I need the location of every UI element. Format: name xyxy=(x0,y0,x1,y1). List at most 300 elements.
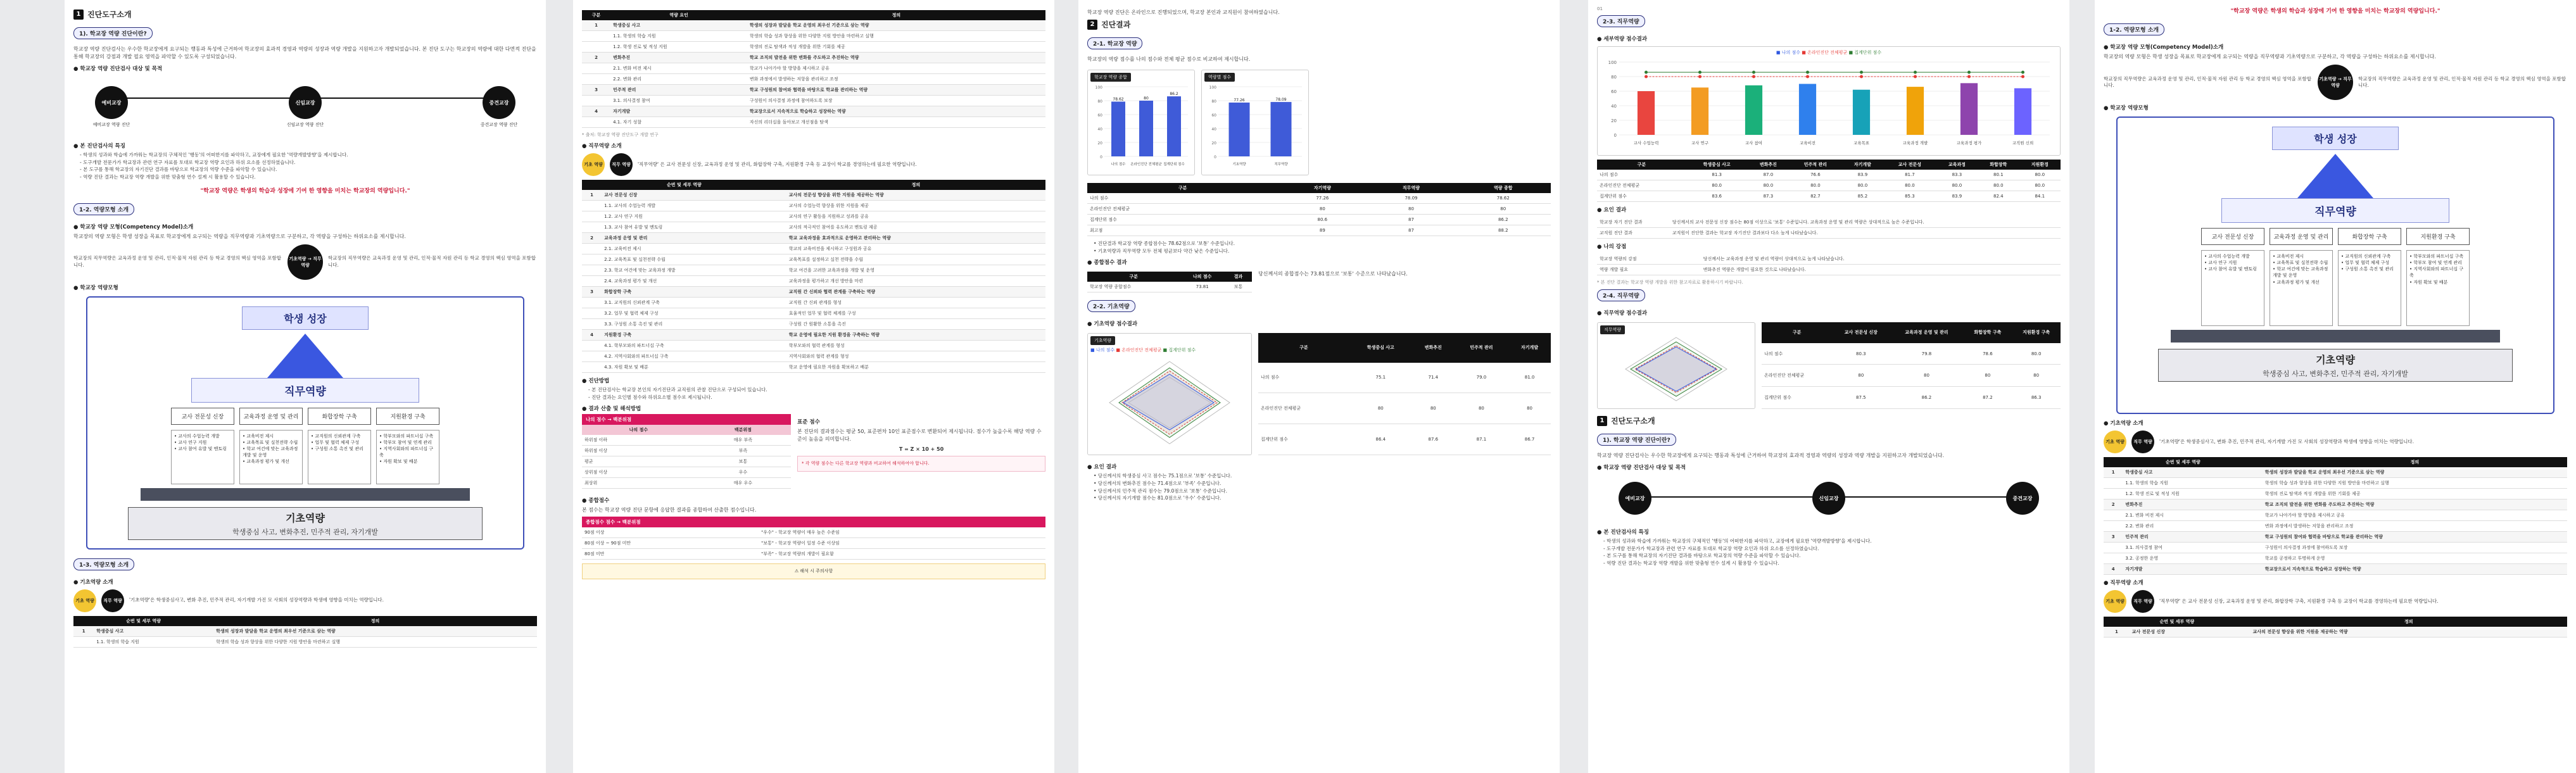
definition-table: 순번 및 세부 역량 정의 1 학생중심 사고 학생의 성장과 발달을 학교 운영의 최우선 기준으로 삼는 역량 1.1. 학생의 학습 지원 학생의 학습 성과 향상을 위한 다양한 지원 방안을 마련하고 실행 1.2. 학생 진로 및 적성 지원 학생의 진로 탐색과 적성 개발을 위한 기회를 제공 2 변화추진 학교 조직의 발전을 위한 변화를 주도하고 추진하는 역량 2.1. 변화 비전 제시 학교가 나아가야 할 방향을 제시하고 공유 2.2. 변화 관리 변화 과정에서 발생하는 저항을 관리하고 조정 3 민주적 관리 학교 구성원의 참여와 협력을 바탕으로 학교를 관리하는 역량 3.1. 의사결정 참여 구성원이 의사결정 과정에 참여하도록 보장 3.2. 공정한 운영 학교를 공정하고 투명하게 운영 4 자기개발 학교장으로서 지속적으로 학습하고 성장하는 역량 xyxy=(2104,457,2567,575)
feature-item: - 학생의 성과와 학습에 가까워는 학교장의 구체적인 '행동'의 어떠한지를 파악하고, 교장에게 필요한 '역량개발방향'을 제시합니다. xyxy=(1603,538,1872,544)
competency-boxes xyxy=(92,408,518,425)
y-tick-label: 60 xyxy=(1211,113,1216,118)
table-header: 구분 학생중심 사고 변화추진 민주적 관리 자기개발 교사 전문성 교육과정 화합장학 지원환경 xyxy=(1597,160,2061,170)
report-page-5 xyxy=(2095,0,2576,773)
feature-item: - 본 도구를 통해 학교장의 자기진단 결과를 바탕으로 학교장의 역량 수준을 파악할 수 있습니다. xyxy=(1603,553,1801,559)
y-tick-label: 100 xyxy=(1209,85,1216,90)
x-tick-label: 집계단위 점수 xyxy=(1163,163,1185,167)
table-row: 4 자기개발 학교장으로서 지속적으로 학습하고 성장하는 역량 xyxy=(582,106,1045,117)
x-tick-label: 기초역량 xyxy=(1232,163,1246,167)
model-center-badge: 기초역량 → 직무역량 xyxy=(287,244,323,280)
report-page-2 xyxy=(573,0,1054,773)
competency-list: • 교사의 수업능력 개발 • 교사 연구 지원 • 교사 참여 유발 및 멘토링 xyxy=(2201,250,2264,326)
avg-marker xyxy=(2021,75,2024,79)
multi-bar-chart xyxy=(1600,56,2056,151)
table-row: 2.1. 교육비전 제시 학교의 교육비전을 제시하고 구성원과 공유 xyxy=(582,244,1045,255)
y-tick-label: 20 xyxy=(1097,141,1102,146)
radar-chart xyxy=(1090,355,1249,450)
model-paragraph: 학교장의 역량 모형은 학생 성장을 목표로 학교장에게 요구되는 역량을 직무역량과 기초역량으로 구분하고, 각 역량을 구성하는 하위요소를 제시합니다. xyxy=(73,233,406,239)
radar-chart-box xyxy=(1087,333,1252,455)
table-row: 2.2. 변화 관리 변화 과정에서 발생하는 저항을 관리하고 조정 xyxy=(582,74,1045,85)
bar xyxy=(1229,103,1250,156)
table-row: 1.3. 교사 참여 유발 및 멘토링 교사의 적극적인 참여를 유도하고 멘토링 제공 xyxy=(582,222,1045,233)
bullet-heading: ● 요인 결과 xyxy=(1597,207,1627,213)
table-body xyxy=(1597,217,2061,239)
factor-table xyxy=(1597,217,2061,239)
basic-competency-sub: 학생중심 사고, 변화추진, 민주적 관리, 자기개발 xyxy=(232,527,378,536)
data-label: 78.62 xyxy=(1113,97,1124,102)
table-row: 1.1. 학생의 학습 지원 학생의 학습 성과 향상을 위한 다양한 지원 방안을 마련하고 실행 xyxy=(2104,478,2567,489)
model-summary xyxy=(2104,65,2567,100)
y-tick-label: 60 xyxy=(1097,113,1102,118)
section-header xyxy=(73,9,537,20)
up-arrow-icon xyxy=(2297,154,2373,198)
intro-paragraph: 학교장 역량 진단검사는 우수한 학교장에게 요구되는 행동과 특성에 근거하여 학교장의 효과적 경영과 역량의 성장과 역량 개발을 지원하고자 개발되었습니다. 본 진단 도구는 학교장의 역량에 대한 다면적 진단을 통해 학교장의 강점과 개발 필요 영역을 파악할 수 있도록 구성되었습니다. xyxy=(73,46,536,60)
competency-intro-text: '직무역량' 은 교사 전문성 신장, 교육과정 운영 및 관리, 화합장학 구축, 지원환경 구축 등 교장이 학교를 경영하는데 필요한 역량입니다. xyxy=(638,161,917,167)
stage-item: 중견교장 xyxy=(2004,482,2042,517)
section-header xyxy=(1087,19,1551,30)
competency-list: • 학부모와의 파트너십 구축 • 학부모 참여 및 연계 관리 • 지역사회와의 파트너십 구축 • 자원 확보 및 배분 xyxy=(2406,250,2470,326)
basic-definition-table: 구분 역량 요인 정의 1 학생중심 사고 학생의 성장과 발달을 학교 운영의 최우선 기준으로 삼는 역량 1.1. 학생의 학습 지원 학생의 학습 성과 향상을 위한 다양한 지원 방안을 마련하고 실행 1.2. 학생 진로 및 적성 지원 학생의 진로 탐색과 적성 개발을 위한 기회를 제공 2 변화추진 학교 조직의 발전을 위한 변화를 주도하고 추진하는 역량 2.1. 변화 비전 제시 학교가 나아가야 할 방향을 제시하고 공유 2.2. 변화 관리 변화 과정에서 발생하는 저항을 관리하고 조정 3 민주적 관리 학교 구성원의 참여와 협력을 바탕으로 학교를 관리하는 역량 3.1. 의사결정 참여 구성원이 의사결정 과정에 참여하도록 보장 4 자기개발 학교장으로서 지속적으로 학습하고 성장하는 역량 4.1. 자기 성찰 자신의 리더십을 돌아보고 개선점을 탐색 xyxy=(582,10,1045,128)
bar xyxy=(1111,102,1125,156)
feature-item: - 학생의 성과와 학습에 가까워는 학교장의 구체적인 '행동'의 어떠한지를 파악하고, 교장에게 필요한 '역량개발방향'을 제시합니다. xyxy=(80,152,348,158)
table-row: 나의 점수 77.26 78.09 78.62 xyxy=(1087,193,1551,204)
table-row: 최상위 매우 우수 xyxy=(582,478,791,489)
data-label: 86.2 xyxy=(1170,92,1178,97)
x-tick-label: 교육비전 xyxy=(1799,141,1816,146)
interpret-item: • 당신께서의 학생중심 사고 점수는 75.1점으로 '보통' 수준입니다. xyxy=(1094,473,1232,479)
chart-total xyxy=(1087,70,1195,175)
total-result-table: 구분 나의 점수 결과 학교장 역량 종합점수 73.81 보통 xyxy=(1087,272,1252,292)
interpret-item: • 당신께서의 민주적 관리 점수는 79.0점으로 '보통' 수준입니다. xyxy=(1094,487,1227,494)
job-badge: 직무 역량 xyxy=(610,153,633,176)
warning-box: ⚠ 해석 시 주의사항 xyxy=(582,563,1045,579)
bullet-heading: ● 직무역량 점수결과 xyxy=(1597,310,1648,317)
basic-competency-title: 기초역량 xyxy=(2316,354,2355,366)
report-page-4 xyxy=(1588,0,2069,773)
base-bar xyxy=(141,488,470,501)
competency-list: • 교직원의 신뢰관계 구축 • 업무 및 협력 체제 구성 • 구성원 소통 촉진 및 관리 xyxy=(2338,250,2401,326)
subsection-label: 2-3. 직무역량 xyxy=(1597,15,1645,27)
sub-text: 학교장의 역량 점수를 나의 점수와 전체 평균 점수로 비교하여 제시합니다. xyxy=(1087,56,1251,62)
table-row: 2.3. 학교 여건에 맞는 교육과정 개발 학교 여건을 고려한 교육과정을 개발 및 운영 xyxy=(582,265,1045,276)
table-body xyxy=(1087,193,1551,236)
table-row: 온라인진단 전체평균 80.0 80.0 80.0 80.0 80.0 80.0 80.0 80.0 xyxy=(1597,180,2061,191)
multi-bar-chart-box xyxy=(1597,46,2061,156)
score-box-title: 표준 점수 xyxy=(797,419,820,426)
stage-diagram xyxy=(1616,477,2042,522)
bullet-heading: ● 진단방법 xyxy=(582,378,610,384)
table-row: 2 교육과정 운영 및 관리 학교 교육과정을 효과적으로 운영하고 관리하는 역량 xyxy=(582,233,1045,244)
total-table xyxy=(582,527,1045,560)
total-table-header: 종합점수 점수 → 백분위점 xyxy=(582,517,1045,527)
y-tick-label: 0 xyxy=(1214,155,1216,160)
competency-lists xyxy=(2123,250,2548,326)
table-row: 4 지원환경 구축 학교 운영에 필요한 지원 환경을 구축하는 역량 xyxy=(582,330,1045,341)
formula: T = Z × 10 + 50 xyxy=(899,446,944,453)
table-row: 평균 보통 xyxy=(582,456,791,467)
y-tick-label: 20 xyxy=(1611,118,1617,123)
table-body xyxy=(1258,363,1551,455)
student-growth-label: 학생 성장 xyxy=(242,306,369,330)
table-row: 4.2. 지역사회와의 파트너십 구축 지역사회와의 협력 관계를 형성 xyxy=(582,351,1045,362)
radar-row xyxy=(1087,329,1551,459)
table-row: 1 학생중심 사고 학생의 성장과 발달을 학교 운영의 최우선 기준으로 삼는 역량 xyxy=(73,626,537,637)
table-row: 2.2. 교육목표 및 실천전략 수립 교육목표를 설정하고 실천 전략을 수립 xyxy=(582,255,1045,265)
competency-intro xyxy=(2104,430,2567,453)
table-row: 집계단위 점수 86.4 87.6 87.1 86.7 xyxy=(1258,424,1551,455)
legend-item: ■ 집계단위 점수 xyxy=(1848,50,1882,55)
table-row: 1 학생중심 사고 학생의 성장과 발달을 학교 운영의 최우선 기준으로 삼는 역량 xyxy=(2104,467,2567,478)
bar-chart-competency xyxy=(1204,82,1306,170)
table-row: 1.1. 학생의 학습 지원 학생의 학습 성과 향상을 위한 다양한 지원 방안을 마련하고 실행 xyxy=(73,636,537,647)
report-page-1 xyxy=(65,0,546,773)
section-title: 진단결과 xyxy=(1101,20,1131,29)
x-tick-label: 교사 연구 xyxy=(1691,141,1709,146)
chart-competency xyxy=(1201,70,1309,175)
y-tick-label: 80 xyxy=(1211,99,1216,104)
score-explain xyxy=(797,414,1045,493)
table-body xyxy=(582,435,791,489)
legend-item: ■ 온라인진단 전체평균 xyxy=(1116,348,1162,353)
competency-box: 화합장학 구축 xyxy=(2338,228,2401,245)
bullet-heading: ● 종합점수 결과 xyxy=(1087,260,1127,267)
table-row: 3.3. 구성원 소통 촉진 및 관리 구성원 간 원활한 소통을 촉진 xyxy=(582,319,1045,330)
table-row: 4.1. 학부모와의 파트너십 구축 학부모와의 협력 관계를 형성 xyxy=(582,341,1045,351)
definition-table: 순번 및 세부 역량 정의 1 학생중심 사고 학생의 성장과 발달을 학교 운영의 최우선 기준으로 삼는 역량 1.1. 학생의 학습 지원 학생의 학습 성과 향상을 위한 다양한 지원 방안을 마련하고 실행 xyxy=(73,616,537,648)
legend-item: ■ 집계단위 점수 xyxy=(1163,348,1196,353)
table-row: 2 변화추진 학교 조직의 발전을 위한 변화를 주도하고 추진하는 역량 xyxy=(582,53,1045,63)
section-number: 1 xyxy=(1597,416,1607,426)
stage-diagram xyxy=(92,79,518,135)
bullet-heading: ● 학교장 역량 진단검사 대상 및 목적 xyxy=(73,66,163,72)
radar-chart xyxy=(1600,334,1752,404)
basic-competency-box xyxy=(2158,349,2513,382)
legend-item: ■ 나의 점수 xyxy=(1090,348,1115,353)
report-page-3 xyxy=(1078,0,1560,773)
up-arrow-icon xyxy=(267,334,343,378)
model-center-badge: 기초역량 → 직무역량 xyxy=(2318,65,2353,100)
stage-item: 예비교장 예비교장 역량 진단 xyxy=(92,86,130,128)
subsection-label: 1). 학교장 역량 진단이란? xyxy=(1597,434,1676,446)
score-table-header: 나의 점수 → 백분위점 xyxy=(582,414,791,425)
x-tick-label: 교육목표 xyxy=(1853,141,1870,146)
table-row: 2.2. 변화 관리 변화 과정에서 발생하는 저항을 관리하고 조정 xyxy=(2104,521,2567,532)
table-row: 4.3. 자원 확보 및 배분 학교 운영에 필요한 자원을 확보하고 배분 xyxy=(582,362,1045,373)
subsection-label: 1-3. 역량모형 소개 xyxy=(73,558,134,570)
stage-item: 중견교장 중견교장 역량 진단 xyxy=(480,86,518,128)
feature-item: - 역량 진단 결과는 학교장 역량 개발을 위한 맞춤형 연수 설계 시 활용할 수 있습니다. xyxy=(80,173,256,180)
competency-box: 지원환경 구축 xyxy=(2406,228,2470,245)
y-tick-label: 60 xyxy=(1611,89,1617,94)
table-row: 1.2. 교사 연구 지원 교사의 연구 활동을 지원하고 성과를 공유 xyxy=(582,211,1045,222)
bullet-heading: ● 직무역량 소개 xyxy=(2104,580,2144,586)
feature-item: - 역량 진단 결과는 학교장 역량 개발을 위한 맞춤형 연수 설계 시 활용할 수 있습니다. xyxy=(1603,560,1779,566)
strength-table xyxy=(1597,254,2061,275)
competency-intro xyxy=(73,589,537,612)
competency-list: • 학부모와의 파트너십 구축 • 학부모 참여 및 연계 관리 • 지역사회와의 파트너십 구축 • 자원 확보 및 배분 xyxy=(376,430,439,484)
table-body xyxy=(582,190,1045,373)
score-box-text: 본 진단의 결과점수는 평균 50, 표준편차 10인 표준점수로 변환되어 제시됩니다. 점수가 높을수록 해당 역량 수준이 높음을 의미합니다. xyxy=(797,429,1042,443)
competency-boxes xyxy=(2123,228,2548,245)
bullet-heading: ● 직무역량 소개 xyxy=(582,143,622,149)
basic-badge: 기초 역량 xyxy=(2104,590,2126,613)
competency-box: 교사 전문성 신장 xyxy=(171,408,234,425)
job-badge: 직무 역량 xyxy=(2131,430,2154,453)
y-tick-label: 100 xyxy=(1608,60,1617,65)
competency-list: • 교사의 수업능력 개발 • 교사 연구 지원 • 교사 참여 유발 및 멘토링 xyxy=(171,430,234,484)
job-badge: 직무 역량 xyxy=(101,589,124,612)
basic-badge: 기초 역량 xyxy=(2104,430,2126,453)
x-tick-label: 교사 수업능력 xyxy=(1633,141,1659,146)
formula-note: * 각 역량 점수는 다른 학교장 역량과 비교하여 해석하여야 합니다. xyxy=(797,456,1045,472)
table-row: 80점 미만 "부족" - 학교장 역량의 개발이 필요함 xyxy=(582,549,1045,560)
competency-box: 교육과정 운영 및 관리 xyxy=(2270,228,2333,245)
y-tick-label: 40 xyxy=(1211,127,1216,132)
top-text: 학교장 역량 진단은 온라인으로 진행되었으며, 학교장 본인과 교직원이 참여하였습니다. xyxy=(1087,9,1280,15)
bar xyxy=(2014,88,2031,135)
section-title: 진단도구소개 xyxy=(87,10,132,19)
source-note: * 출처: 학교장 역량 진단도구 개발 연구 xyxy=(582,132,659,137)
bullet-heading: ● 학교장 역량 모형(Competency Model)소개 xyxy=(73,223,194,230)
data-label: 80 xyxy=(1144,96,1149,101)
table-row: 3 화합장학 구축 교직원 간 신뢰와 협력 관계를 구축하는 역량 xyxy=(582,287,1045,298)
feature-item: - 도구개발 전문가가 학교장과 관련 연구 자료를 토대로 학교장 역량 요인과 하위 요소를 선정하였습니다. xyxy=(1603,545,1819,551)
legend-item: ■ 나의 점수 xyxy=(1776,50,1801,55)
competency-lists xyxy=(92,430,518,484)
section-header xyxy=(1597,415,2061,426)
table-row: 2.4. 교육과정 평가 및 개선 교육과정을 평가하고 개선 방안을 마련 xyxy=(582,276,1045,287)
table-body xyxy=(1762,343,2061,409)
bar xyxy=(1907,87,1924,135)
job-badge: 직무 역량 xyxy=(2131,590,2154,613)
table-row: 1 교사 전문성 신장 교사의 전문성 향상을 위한 지원을 제공하는 역량 xyxy=(2104,627,2567,638)
stage-item: 신임교장 신임교장 역량 진단 xyxy=(286,86,324,128)
table-row: 학교장 역량의 강점 당신께서는 교육과정 운영 및 관리 역량이 상대적으로 높게 나타났습니다. xyxy=(1597,254,2061,265)
data-label: 77.26 xyxy=(1234,98,1245,103)
table-body xyxy=(1597,170,2061,202)
table-row: 2 변화추진 학교 조직의 발전을 위한 변화를 주도하고 추진하는 역량 xyxy=(2104,500,2567,510)
table-row: 1.2. 학생 진로 및 적성 지원 학생의 진로 탐색과 적성 개발을 위한 기회를 제공 xyxy=(2104,489,2567,500)
table-row: 하위점 이상 부족 xyxy=(582,446,791,456)
table-row: 학교장 역량 종합점수 73.81 보통 xyxy=(1087,282,1252,292)
y-tick-label: 80 xyxy=(1097,99,1102,104)
table-row: 나의 점수 80.3 79.8 78.6 80.0 xyxy=(1762,343,2061,365)
bullet-heading: ● 기초역량 소개 xyxy=(73,579,113,586)
stage-item: 신임교장 xyxy=(1810,482,1848,517)
table-row: 나의 점수 75.1 71.4 79.0 81.0 xyxy=(1258,363,1551,393)
y-tick-label: 40 xyxy=(1097,127,1102,132)
score-table: 나의 점수 백분위점 하위점 이하 매우 부족 하위점 이상 부족 평균 보통 상위점 이상 우수 최상위 매우 우수 xyxy=(582,425,791,489)
score-table-wrap xyxy=(582,414,791,493)
table-row: 2.1. 변화 비전 제시 학교가 나아가야 할 방향을 제시하고 공유 xyxy=(2104,510,2567,521)
x-tick-label: 직무역량 xyxy=(1274,163,1288,167)
table-body xyxy=(582,527,1045,560)
x-tick-label: 온라인진단 전체평균 xyxy=(1130,163,1162,167)
chart-title: 직무역량 xyxy=(1600,325,1625,334)
student-growth-label: 학생 성장 xyxy=(2272,127,2399,150)
bullet-heading: ● 학교장 역량모형 xyxy=(2104,105,2149,111)
section-title: 진단도구소개 xyxy=(1611,417,1655,425)
table-row: 최고점 89 87 88.2 xyxy=(1087,225,1551,236)
base-bar xyxy=(2171,330,2500,343)
table-row: 나의 점수 81.3 87.0 76.6 83.9 81.7 83.3 80.1 80.0 xyxy=(1597,170,2061,180)
result-note: • 기초역량과 직무역량 모두 전체 평균보다 약간 낮은 수준입니다. xyxy=(1094,248,1230,254)
page-note: * 본 진단 결과는 학교장 역량 개발을 위한 참고자료로 활용하시기 바랍니다. xyxy=(1597,280,1743,285)
table-body xyxy=(2104,627,2567,638)
job-definition-table: 순번 및 세부 역량 정의 1 교사 전문성 신장 교사의 전문성 향상을 위한 지원을 제공하는 역량 1.1. 교사의 수업능력 개발 교사의 수업능력 향상을 위한 지원을 제공 1.2. 교사 연구 지원 교사의 연구 활동을 지원하고 성과를 공유 1.3. 교사 참여 유발 및 멘토링 교사의 적극적인 참여를 유도하고 멘토링 제공 2 교육과정 운영 및 관리 학교 교육과정을 효과적으로 운영하고 관리하는 역량 2.1. 교육비전 제시 학교의 교육비전을 제시하고 구성원과 공유 2.2. 교육목표 및 실천전략 수립 교육목표를 설정하고 실천 전략을 수립 2.3. 학교 여건에 맞는 교육과정 개발 학교 여건을 고려한 교육과정을 개발 및 운영 2.4. 교육과정 평가 및 개선 교육과정을 평가하고 개선 방안을 마련 3 화합장학 구축 교직원 간 신뢰와 협력 관계를 구축하는 역량 3.1. 교직원의 신뢰관계 구축 교직원 간 신뢰 관계를 형성 3.2. 업무 및 협력 체제 구성 효율적인 업무 및 협력 체계를 구성 3.3. 구성원 소통 촉진 및 관리 구성원 간 원활한 소통을 촉진 4 지원환경 구축 학교 운영에 필요한 지원 환경을 구축하는 역량 4.1. 학부모와의 파트너십 구축 학부모와의 협력 관계를 형성 4.2. 지역사회와의 파트너십 구축 지역사회와의 협력 관계를 형성 4.3. 자원 확보 및 배분 학교 운영에 필요한 자원을 확보하고 배분 xyxy=(582,180,1045,373)
model-side-text: 학교장의 직무역량은 교육과정 운영 및 관리, 인적·물적 자원 관리 등 학교 경영의 핵심 영역을 포함합니다. xyxy=(2358,75,2566,88)
bar xyxy=(1139,101,1153,156)
radar-score-table: 구분 학생중심 사고 변화추진 민주적 관리 자기개발 나의 점수 75.1 71.4 79.0 81.0 온라인진단 전체평균 80 80 80 80 집계단위 점수 86.4 87.6 87.1 86.7 xyxy=(1258,333,1551,455)
stage-item: 예비교장 xyxy=(1616,482,1654,517)
model-summary xyxy=(73,244,537,280)
table-row: 온라인진단 전체평균 80 80 80 xyxy=(1087,204,1551,215)
table-row: 3 민주적 관리 학교 구성원의 참여와 협력을 바탕으로 학교를 관리하는 역량 xyxy=(582,85,1045,96)
table-row: 1.2. 학생 진로 및 적성 지원 학생의 진로 탐색과 적성 개발을 위한 기회를 제공 xyxy=(582,42,1045,53)
radar-row xyxy=(1597,318,2061,413)
table-body xyxy=(2104,467,2567,575)
bullet-heading: ● 학교장 역량 모형(Competency Model)소개 xyxy=(2104,44,2224,51)
result-note: • 진단결과 학교장 역량 종합점수는 78.62점으로 '보통' 수준입니다. xyxy=(1094,241,1235,246)
table-row: 4.1. 자기 성찰 자신의 리더십을 돌아보고 개선점을 탐색 xyxy=(582,117,1045,128)
table-row: 4 자기개발 학교장으로서 지속적으로 학습하고 성장하는 역량 xyxy=(2104,564,2567,575)
job-competency-label: 직무역량 xyxy=(191,378,419,403)
bullet-heading: ● 결과 산출 및 해석방법 xyxy=(582,406,641,413)
total-side-text: 당신께서의 종합점수는 73.81점으로 '보통' 수준으로 나타났습니다. xyxy=(1258,271,1408,277)
y-tick-label: 80 xyxy=(1611,75,1617,80)
competency-model-diagram xyxy=(86,296,524,550)
competency-intro-text: '직무역량' 은 교사 전문성 신장, 교육과정 운영 및 관리, 화합장학 구축, 지원환경 구축 등 교장이 학교를 경영하는데 필요한 역량입니다. xyxy=(2159,598,2439,604)
table-body xyxy=(1597,254,2061,275)
competency-box: 지원환경 구축 xyxy=(376,408,439,425)
chart-legend xyxy=(1600,49,2057,56)
subsection-label: 2-2. 기초역량 xyxy=(1087,300,1135,312)
bullet-heading: ● 나의 강점 xyxy=(1597,244,1627,250)
table-row: 3.1. 의사결정 참여 구성원이 의사결정 과정에 참여하도록 보장 xyxy=(2104,543,2567,553)
table-row: 온라인진단 전체평균 80 80 80 80 xyxy=(1258,393,1551,424)
bar-chart-total xyxy=(1090,82,1192,170)
bullet-heading: ● 요인 결과 xyxy=(1087,464,1117,471)
bullet-heading: ● 본 진단검사의 특징 xyxy=(73,143,125,149)
basic-competency-box xyxy=(128,507,483,540)
charts-row xyxy=(1087,66,1551,179)
interpret-item: • 당신께서의 자기개발 점수는 81.0점으로 '우수' 수준입니다. xyxy=(1094,495,1222,501)
competency-list: • 교육비전 제시 • 교육목표 및 실천전략 수립 • 학교 여건에 맞는 교육과정 개발 및 운영 • 교육과정 평가 및 개선 xyxy=(2270,250,2333,326)
subsection-label: 2-4. 직무역량 xyxy=(1597,289,1645,301)
total-text: 본 점수는 학교장 역량 진단 문항에 응답한 결과를 종합하여 산출한 점수입니다. xyxy=(582,507,757,513)
table-row: 온라인진단 전체평균 80 80 80 80 xyxy=(1762,365,2061,387)
table-row: 3.2. 공정한 운영 학교를 공정하고 투명하게 운영 xyxy=(2104,553,2567,564)
bar xyxy=(1271,102,1292,156)
job-competency-label: 직무역량 xyxy=(2221,198,2449,223)
bar xyxy=(1638,91,1655,135)
basic-competency-title: 기초역량 xyxy=(286,512,325,524)
x-tick-label: 교육과정 개발 xyxy=(1902,141,1928,146)
x-tick-label: 나의 점수 xyxy=(1111,163,1126,167)
bullet-heading: ● 세부역량 점수결과 xyxy=(1597,36,1648,42)
table-row: 80점 이상 ~ 90점 미만 "보통" - 학교장 역량이 일정 수준 이상임 xyxy=(582,538,1045,549)
table-row: 역량 개발 필요 변화추진 역량은 개발이 필요한 것으로 나타났습니다. xyxy=(1597,265,2061,275)
table-row: 상위점 이상 우수 xyxy=(582,467,791,478)
model-side-text: 학교장의 직무역량은 교육과정 운영 및 관리, 인적·물적 자원 관리 등 학교 경영의 핵심 영역을 포함합니다. xyxy=(328,255,536,268)
bullet-heading: ● 기초역량 소개 xyxy=(2104,420,2144,427)
table-row: 집계단위 점수 83.6 87.3 82.7 85.2 85.3 83.9 82.4 84.1 xyxy=(1597,191,2061,202)
section-number: 1 xyxy=(73,9,84,20)
bullet-heading: ● 본 진단검사의 특징 xyxy=(1597,529,1649,536)
subsection-label: 1). 학교장 역량 진단이란? xyxy=(73,27,153,39)
competency-intro xyxy=(2104,590,2567,613)
competency-intro xyxy=(582,153,1045,176)
table-row: 학교장 자기 진단 결과 당신께서의 교사 전문성 신장 점수는 80점 이상으로 '보통' 수준입니다. 교육과정 운영 및 관리 역량은 상대적으로 높은 수준입니다. xyxy=(1597,217,2061,228)
page-top-number: 01 xyxy=(1597,6,1603,11)
bullet-heading: ● 학교장 역량 진단검사 대상 및 목적 xyxy=(1597,465,1686,471)
table-row: 1 학생중심 사고 학생의 성장과 발달을 학교 운영의 최우선 기준으로 삼는 역량 xyxy=(582,20,1045,31)
score-section xyxy=(582,414,1045,493)
basic-badge: 기초 역량 xyxy=(582,153,605,176)
highlight-quote: "학교장 역량은 학생의 학습과 성장에 기여 한 영향을 미치는 학교장의 역량입니다." xyxy=(2230,8,2440,15)
job-definition-table: 순번 및 세부 역량 정의 1 교사 전문성 신장 교사의 전문성 향상을 위한 지원을 제공하는 역량 xyxy=(2104,617,2567,638)
total-row xyxy=(1087,268,1551,296)
subsection-label: 2-1. 학교장 역량 xyxy=(1087,37,1142,49)
model-side-text: 학교장의 직무역량은 교육과정 운영 및 관리, 인적·물적 자원 관리 등 학교 경영의 핵심 영역을 포함합니다. xyxy=(73,255,281,268)
basic-badge: 기초 역량 xyxy=(73,589,96,612)
table-row: 1.1. 학생의 학습 지원 학생의 학습 성과 향상을 위한 다양한 지원 방안을 마련하고 실행 xyxy=(582,31,1045,42)
method-item: - 본 진단검사는 학교장 본인의 자기진단과 교직원의 관찰 진단으로 구성되어 있습니다. xyxy=(588,387,767,393)
interpret-item: • 당신께서의 변화추진 점수는 71.4점으로 '부족' 수준입니다. xyxy=(1094,480,1222,486)
competency-box: 교사 전문성 신장 xyxy=(2201,228,2264,245)
table-body xyxy=(582,20,1045,128)
score-summary-table: 구분 자기역량 직무역량 역량 종합 나의 점수 77.26 78.09 78.62 온라인진단 전체평균 80 80 80 집계단위 점수 80.6 87 86.2 최고점 89 87 88.2 xyxy=(1087,183,1551,236)
chart-legend xyxy=(1090,347,1249,353)
detail-score-table xyxy=(1597,160,2061,202)
bar xyxy=(1799,84,1816,135)
table-row: 집계단위 점수 80.6 87 86.2 xyxy=(1087,215,1551,225)
bullet-heading: ● 학교장 역량모형 xyxy=(73,284,118,291)
y-tick-label: 40 xyxy=(1611,104,1617,109)
y-tick-label: 0 xyxy=(1613,133,1617,138)
table-row: 하위점 이하 매우 부족 xyxy=(582,435,791,446)
legend-item: ■ 온라인진단 전체평균 xyxy=(1802,50,1848,55)
competency-list: • 교직원의 신뢰관계 구축 • 업무 및 협력 체제 구성 • 구성원 소통 촉진 및 관리 xyxy=(308,430,371,484)
table-row: 3 민주적 관리 학교 구성원의 참여와 협력을 바탕으로 학교를 관리하는 역량 xyxy=(2104,532,2567,543)
bar xyxy=(1853,90,1870,135)
table-row: 90점 이상 "우수" - 학교장 역량이 매우 높은 수준임 xyxy=(582,527,1045,538)
section-number: 2 xyxy=(1087,20,1097,30)
y-tick-label: 0 xyxy=(1100,155,1102,160)
y-tick-label: 20 xyxy=(1211,141,1216,146)
table-row: 1 교사 전문성 신장 교사의 전문성 향상을 위한 지원을 제공하는 역량 xyxy=(582,190,1045,201)
radar-series-mine xyxy=(1636,347,1716,391)
intro-paragraph: 학교장 역량 진단검사는 우수한 학교장에게 요구되는 행동과 특성에 근거하여 학교장의 효과적 경영과 역량의 성장과 역량 개발을 지원하고자 개발되었습니다. xyxy=(1597,453,1945,458)
chart-title: 역량별 점수 xyxy=(1204,73,1235,82)
table-row: 집계단위 점수 87.5 86.2 87.2 86.3 xyxy=(1762,387,2061,409)
bullet-heading: ● 종합점수 xyxy=(582,498,610,505)
highlight-quote: "학교장 역량은 학생의 학습과 성장에 기여 한 영향을 미치는 학교장의 역량입니다." xyxy=(200,187,410,194)
feature-item: - 도구개발 전문가가 학교장과 관련 연구 자료를 토대로 학교장 역량 요인과 하위 요소를 선정하였습니다. xyxy=(80,159,296,165)
competency-box: 화합장학 구축 xyxy=(308,408,371,425)
bar xyxy=(1960,83,1978,135)
basic-competency-sub: 학생중심 사고, 변화추진, 민주적 관리, 자기개발 xyxy=(2263,370,2408,378)
competency-model-diagram xyxy=(2116,116,2554,414)
chart-title: 학교장 역량 종합 xyxy=(1090,73,1131,82)
data-label: 78.09 xyxy=(1275,97,1287,103)
table-row: 3.2. 업무 및 협력 체제 구성 효율적인 업무 및 협력 체계를 구성 xyxy=(582,308,1045,319)
competency-list: • 교육비전 제시 • 교육목표 및 실천전략 수립 • 학교 여건에 맞는 교육과정 개발 및 운영 • 교육과정 평가 및 개선 xyxy=(239,430,303,484)
table-row: 2.1. 변화 비전 제시 학교가 나아가야 할 방향을 제시하고 공유 xyxy=(582,63,1045,74)
table-row: 3.1. 교직원의 신뢰관계 구축 교직원 간 신뢰 관계를 형성 xyxy=(582,298,1045,308)
subsection-label: 1-2. 역량모형 소개 xyxy=(73,203,134,215)
